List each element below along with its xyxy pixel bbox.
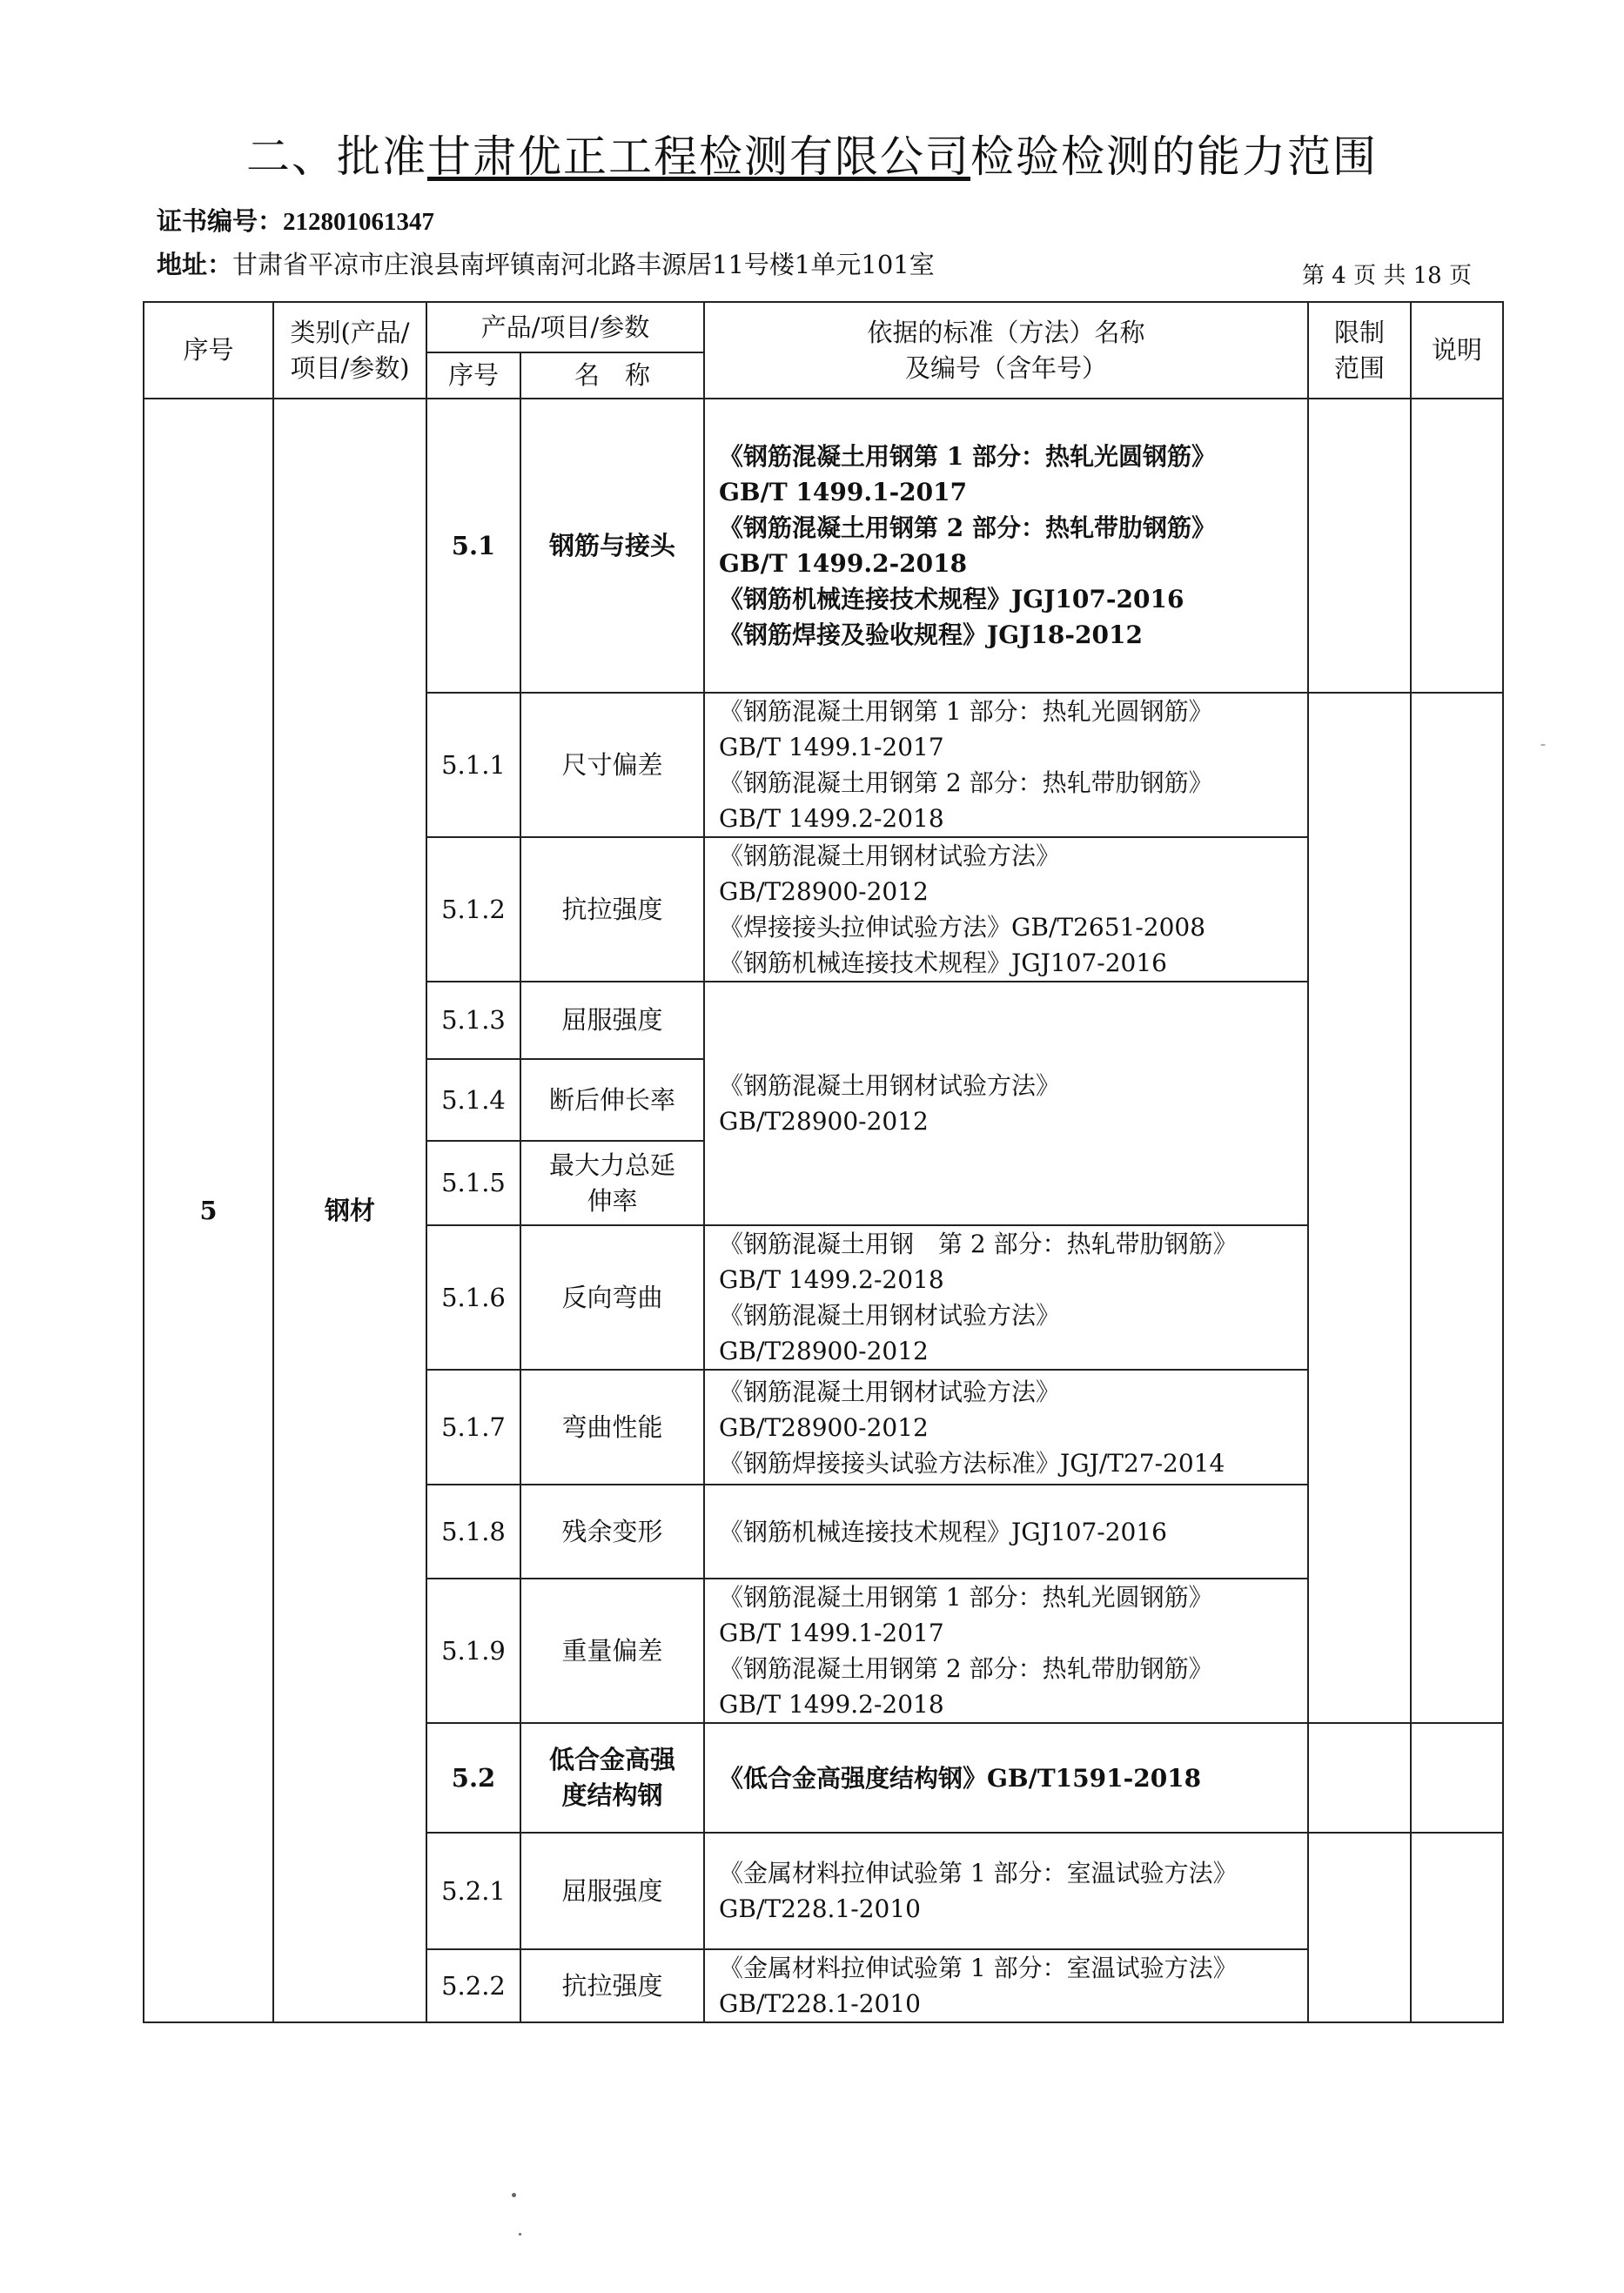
item-note bbox=[1411, 1723, 1503, 1833]
item-standard: 《钢筋混凝土用钢第 1 部分：热轧光圆钢筋》 GB/T 1499.1-2017 《钢筋混凝土用钢第 2 部分：热轧带肋钢筋》 GB/T 1499.2-2018 bbox=[704, 693, 1308, 837]
header-limit: 限制 范围 bbox=[1308, 302, 1411, 399]
item-standard: 《钢筋混凝土用钢 第 2 部分：热轧带肋钢筋》 GB/T 1499.2-2018 《钢筋混凝土用钢材试验方法》 GB/T28900-2012 bbox=[704, 1225, 1308, 1370]
item-name: 抗拉强度 bbox=[520, 837, 704, 982]
item-standard: 《钢筋混凝土用钢第 1 部分：热轧光圆钢筋》 GB/T 1499.1-2017 《钢筋混凝土用钢第 2 部分：热轧带肋钢筋》 GB/T 1499.2-2018 bbox=[704, 1579, 1308, 1723]
item-name: 钢筋与接头 bbox=[520, 399, 704, 693]
item-no: 5.1.8 bbox=[426, 1485, 520, 1579]
item-name: 最大力总延 伸率 bbox=[520, 1141, 704, 1225]
header-seq: 序号 bbox=[144, 302, 273, 399]
item-name: 残余变形 bbox=[520, 1485, 704, 1579]
item-no: 5.1.3 bbox=[426, 982, 520, 1059]
scan-speck bbox=[519, 2233, 521, 2236]
item-name: 尺寸偏差 bbox=[520, 693, 704, 837]
item-no: 5.2 bbox=[426, 1723, 520, 1833]
item-no: 5.1.9 bbox=[426, 1579, 520, 1723]
item-name: 断后伸长率 bbox=[520, 1059, 704, 1141]
header-row bbox=[144, 302, 1503, 352]
item-note bbox=[1411, 693, 1503, 1723]
item-note bbox=[1411, 1833, 1503, 2022]
item-no: 5.1.6 bbox=[426, 1225, 520, 1370]
item-name: 重量偏差 bbox=[520, 1579, 704, 1723]
item-no: 5.2.1 bbox=[426, 1833, 520, 1949]
item-no: 5.1 bbox=[426, 399, 520, 693]
item-note bbox=[1411, 399, 1503, 693]
item-standard: 《金属材料拉伸试验第 1 部分：室温试验方法》 GB/T228.1-2010 bbox=[704, 1833, 1308, 1949]
item-no: 5.1.1 bbox=[426, 693, 520, 837]
header-note: 说明 bbox=[1411, 302, 1503, 399]
item-standard: 《钢筋混凝土用钢材试验方法》 GB/T28900-2012 《钢筋焊接接头试验方法标准》JGJ/T27-2014 bbox=[704, 1370, 1308, 1485]
group-seq: 5 bbox=[144, 399, 273, 2022]
group-category: 钢材 bbox=[273, 399, 426, 2022]
item-standard: 《钢筋机械连接技术规程》JGJ107-2016 bbox=[704, 1485, 1308, 1579]
address: 地址：甘肃省平凉市庄浪县南坪镇南河北路丰源居11号楼1单元101室 bbox=[157, 250, 935, 279]
item-standard: 《金属材料拉伸试验第 1 部分：室温试验方法》 GB/T228.1-2010 bbox=[704, 1949, 1308, 2022]
item-name: 屈服强度 bbox=[520, 982, 704, 1059]
item-limit bbox=[1308, 1833, 1411, 2022]
table-row bbox=[144, 399, 1503, 693]
capability-table bbox=[143, 301, 1504, 2023]
certificate-number: 证书编号：212801061347 bbox=[157, 206, 435, 236]
item-no: 5.1.2 bbox=[426, 837, 520, 982]
item-limit bbox=[1308, 1723, 1411, 1833]
item-name: 屈服强度 bbox=[520, 1833, 704, 1949]
item-standard: 《钢筋混凝土用钢材试验方法》 GB/T28900-2012 《焊接接头拉伸试验方法》GB/T2651-2008 《钢筋机械连接技术规程》JGJ107-2016 bbox=[704, 837, 1308, 982]
item-name: 抗拉强度 bbox=[520, 1949, 704, 2022]
table-body bbox=[144, 302, 1503, 2022]
company-name: 甘肃优正工程检测有限公司 bbox=[427, 131, 970, 182]
item-name: 低合金高强 度结构钢 bbox=[520, 1723, 704, 1833]
item-limit bbox=[1308, 693, 1411, 1723]
scan-speck bbox=[512, 2193, 516, 2197]
scan-speck bbox=[1540, 744, 1546, 746]
header-sub-seq: 序号 bbox=[426, 352, 520, 399]
item-no: 5.1.4 bbox=[426, 1059, 520, 1141]
item-standard-merged: 《钢筋混凝土用钢材试验方法》 GB/T28900-2012 bbox=[704, 982, 1308, 1225]
header-name: 名 称 bbox=[520, 352, 704, 399]
header-category: 类别(产品/ 项目/参数) bbox=[273, 302, 426, 399]
item-no: 5.1.7 bbox=[426, 1370, 520, 1485]
page-title: 二、批准甘肃优正工程检测有限公司检验检测的能力范围 bbox=[246, 131, 1378, 182]
header-standard: 依据的标准（方法）名称 及编号（含年号） bbox=[704, 302, 1308, 399]
item-standard: 《低合金高强度结构钢》GB/T1591-2018 bbox=[704, 1723, 1308, 1833]
item-no: 5.2.2 bbox=[426, 1949, 520, 2022]
item-no: 5.1.5 bbox=[426, 1141, 520, 1225]
header-product-group: 产品/项目/参数 bbox=[426, 302, 704, 352]
page-indicator: 第 4 页 共 18 页 bbox=[1302, 263, 1472, 289]
item-name: 弯曲性能 bbox=[520, 1370, 704, 1485]
item-name: 反向弯曲 bbox=[520, 1225, 704, 1370]
item-standard: 《钢筋混凝土用钢第 1 部分：热轧光圆钢筋》 GB/T 1499.1-2017 《钢筋混凝土用钢第 2 部分：热轧带肋钢筋》 GB/T 1499.2-2018 《钢筋机械连接技术规程》JGJ107-2016 《钢筋焊接及验收规程》JGJ18-2012 bbox=[704, 399, 1308, 693]
item-limit bbox=[1308, 399, 1411, 693]
